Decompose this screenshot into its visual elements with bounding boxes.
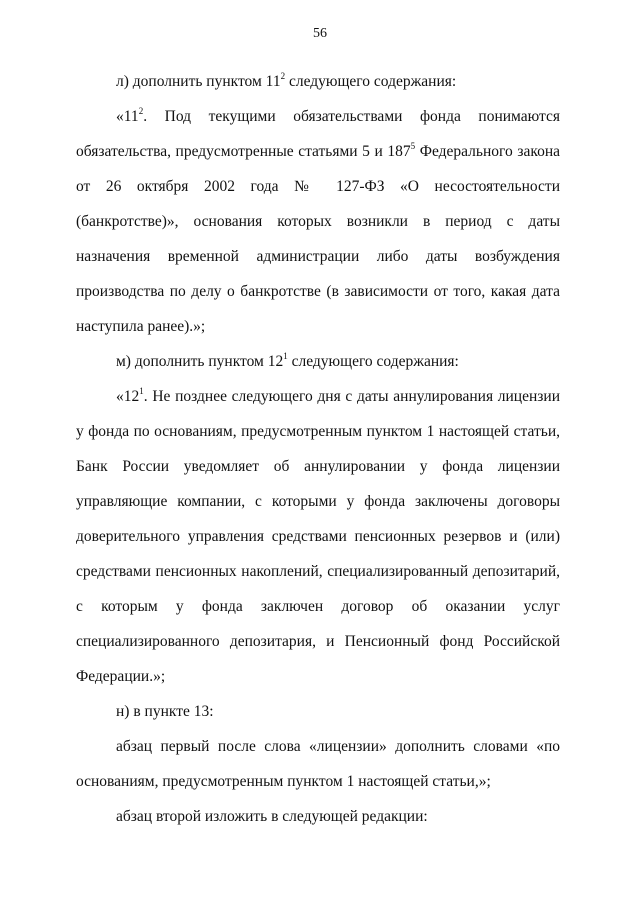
item-m bbox=[76, 344, 560, 379]
clause-12-1-text: . Не позднее следующего дня с даты аннулирования лицензии у фонда по основаниям, предусмотренным пунктом 1 настоящей статьи, Банк России уведомляет об аннулировании у фонда лицензии управляющие компании, с которыми у фонда заключены договоры доверительного управления средствами пенсионных резервов и (или) средствами пенсионных накоплений, специализированный депозитарий, с которым у фонда заключен договор об оказании услуг специализированного депозитария, и Пенсионный фонд Российской Федерации.»; bbox=[76, 388, 560, 685]
item-l bbox=[76, 64, 560, 99]
item-m-text-end: следующего содержания: bbox=[287, 353, 459, 370]
paragraph-second-amendment: абзац второй изложить в следующей редакции: bbox=[116, 808, 428, 825]
clause-12-1 bbox=[76, 379, 560, 694]
item-l-superscript: 2 bbox=[280, 71, 286, 81]
clause-12-1-open: «12 bbox=[116, 388, 140, 405]
paragraph-first-amendment: абзац первый после слова «лицензии» дополнить словами «по основаниям, предусмотренным пунктом 1 настоящей статьи,»; bbox=[76, 738, 560, 790]
clause-11-2-text-a: . Под текущими обязательствами фонда понимаются обязательства, предусмотренные статьями 5 и 187 bbox=[76, 108, 560, 160]
article-187-superscript: 5 bbox=[410, 141, 416, 151]
item-l-text-end: следующего содержания: bbox=[285, 73, 457, 90]
clause-11-2-open: «11 bbox=[116, 108, 139, 125]
clause-12-1-superscript: 1 bbox=[139, 386, 144, 396]
item-l-text: л) дополнить пунктом 11 bbox=[116, 73, 281, 90]
page-number: 56 bbox=[313, 26, 327, 41]
clause-11-2-superscript: 2 bbox=[138, 106, 144, 116]
clause-11-2 bbox=[76, 99, 560, 344]
item-n: н) в пункте 13: bbox=[116, 703, 214, 720]
clause-11-2-text-b: Федерального закона от 26 октября 2002 года № 127-ФЗ «О несостоятельности (банкротстве)», основания которых возникли в период с даты назначения временной администрации либо даты возбуждения производства по делу о банкротстве (в зависимости от того, какая дата наступила ранее).»; bbox=[76, 143, 560, 335]
document-body bbox=[76, 64, 560, 834]
item-m-superscript: 1 bbox=[283, 351, 288, 361]
item-m-text: м) дополнить пунктом 12 bbox=[116, 353, 284, 370]
